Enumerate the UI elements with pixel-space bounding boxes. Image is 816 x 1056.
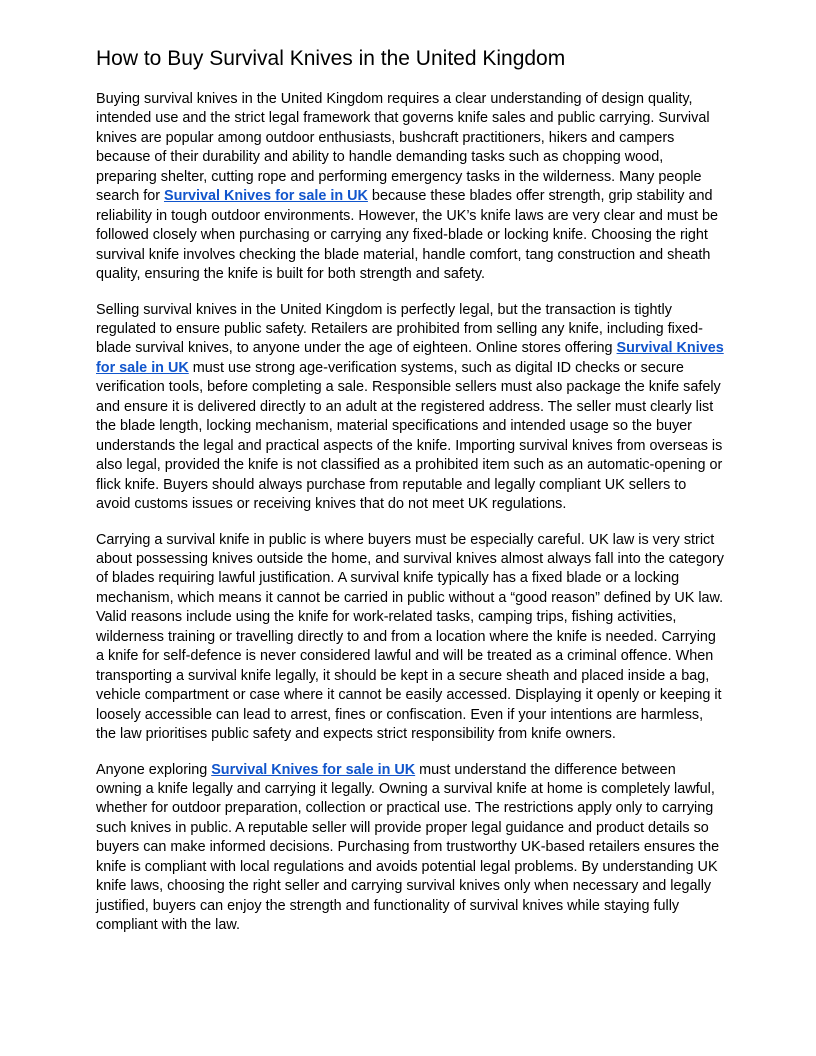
paragraph-2-text-before: Selling survival knives in the United Kingdom is perfectly legal, but the transaction is tightly regulated to ensure public safety. Retailers are prohibited from selling any knife, including fixed-blade survival knives, to anyone under the age of eighteen. Online stores offering [96, 301, 703, 357]
survival-knives-link-1[interactable]: Survival Knives for sale in UK [163, 188, 368, 205]
paragraph-2-text-after: must use strong age-verification systems, such as digital ID checks or secure verification tools, before completing a sale. Responsible sellers must also package the knife safely and ensure it is delivered directly to an adult at the registered address. The seller must clearly list the blade length, locking mechanism, material specifications and intended usage so the buyer understands the legal and practical aspects of the knife. Importing survival knives from overseas is also legal, provided the knife is not classified as a prohibited item such as an automatic-opening or flick knife. Buyers should always purchase from reputable and legally compliant UK sellers to avoid customs issues or receiving knives that do not meet UK regulations. [96, 359, 723, 513]
document-title: How to Buy Survival Knives in the United Kingdom [96, 47, 566, 70]
paragraph-3: Carrying a survival knife in public is where buyers must be especially careful. UK law is very strict about possessing knives outside the home, and survival knives almost always fall into the category of blades requiring lawful justification. A survival knife typically has a fixed blade or a locking mechanism, which means it cannot be carried in public without a “good reason” defined by UK law. Valid reasons include using the knife for work-related tasks, camping trips, fishing activities, wilderness training or travelling directly to and from a location where the knife is needed. Carrying a knife for self-defence is never considered lawful and will be treated as a criminal offence. When transporting a survival knife legally, it should be kept in a secure sheath and placed inside a bag, vehicle compartment or case where it cannot be easily accessed. Displaying it openly or keeping it loosely accessible can lead to arrest, fines or confiscation. Even if your intentions are harmless, the law prioritises public safety and expects strict responsibility from knife owners. [96, 531, 724, 743]
paragraph-1 [96, 90, 724, 285]
paragraph-4-text-before: Anyone exploring [96, 761, 212, 778]
paragraph-1-text-before: Buying survival knives in the United Kingdom requires a clear understanding of design quality, intended use and the strict legal framework that governs knife sales and public carrying. Survival knives are popular among outdoor enthusiasts, bushcraft practitioners, hikers and campers because of their durability and ability to handle demanding tasks such as chopping wood, preparing shelter, cutting rope and performing emergency tasks in the wilderness. Many people search for [96, 91, 710, 205]
paragraph-2 [96, 301, 724, 515]
paragraph-4 [96, 761, 724, 936]
document-page [96, 45, 724, 936]
survival-knives-link-2[interactable]: Survival Knives for sale in UK [96, 340, 724, 376]
paragraph-4-text-after: must understand the difference between owning a knife legally and carrying it legally. Owning a survival knife at home is completely lawful, whether for outdoor preparation, collection or practical use. The restrictions apply only to carrying such knives in public. A reputable seller will provide proper legal guidance and product details so buyers can make informed decisions. Purchasing from trustworthy UK-based retailers ensures the knife is compliant with local regulations and avoids potential legal problems. By understanding UK knife laws, choosing the right seller and carrying survival knives only when necessary and legally justified, buyers can enjoy the strength and functionality of survival knives while staying fully compliant with the law. [96, 761, 720, 934]
paragraph-1-text-after: because these blades offer strength, grip stability and reliability in tough outdoor environments. However, the UK’s knife laws are very clear and must be followed closely when purchasing or carrying any fixed-blade or locking knife. Choosing the right survival knife involves checking the blade material, handle comfort, tang construction and sheath quality, ensuring the knife is built for both strength and safety. [96, 188, 719, 283]
survival-knives-link-3[interactable]: Survival Knives for sale in UK [211, 761, 416, 778]
